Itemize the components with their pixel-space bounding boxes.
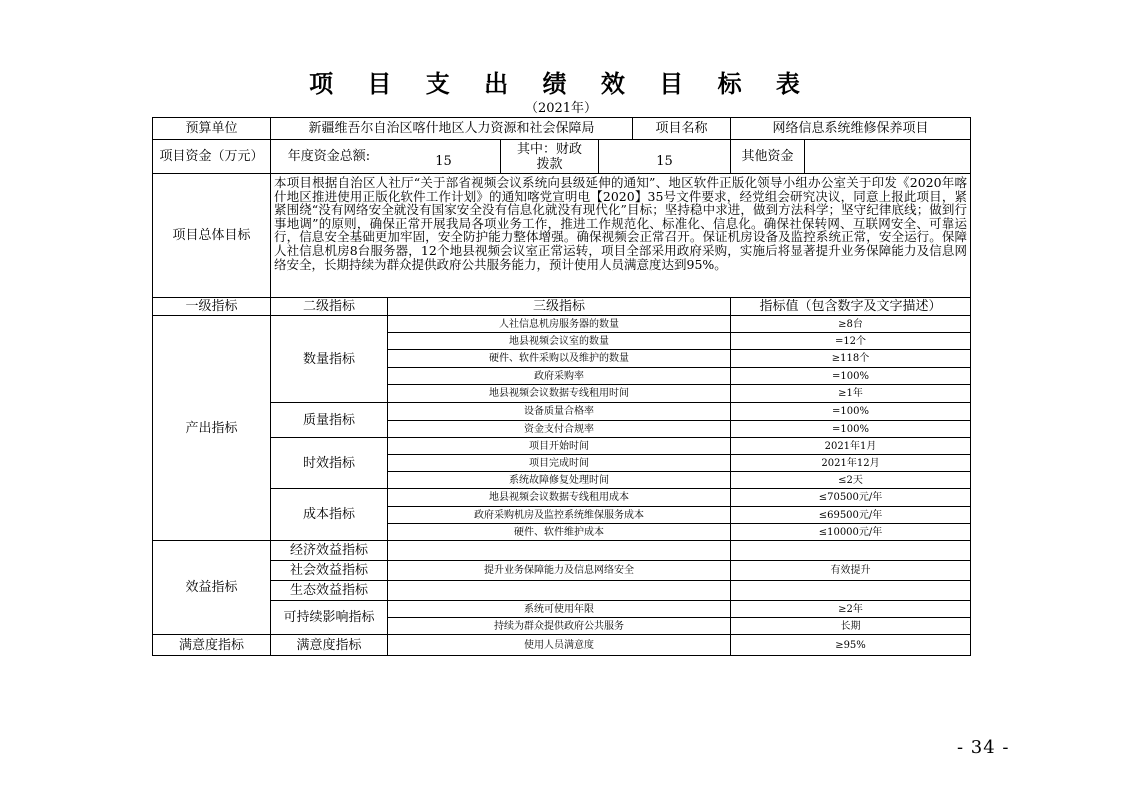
col-header-level1: 一级指标 (153, 297, 270, 315)
other-funds-label: 其他资金 (730, 139, 804, 173)
table-row-indicator: 政府采购机房及监控系统维保服务成本 (387, 506, 730, 523)
project-name-label: 项目名称 (632, 118, 730, 139)
funds-label: 项目资金（万元） (153, 139, 270, 173)
table-row-indicator: 地县视频会议数据专线租用成本 (387, 488, 730, 506)
overall-goal-text: 本项目根据自治区人社厅“关于部省视频会议系统向县级延伸的通知”、地区软件正版化领导小组办公室关于印发《2020年喀什地区推进使用正版化软件工作计划》的通知喀党宣明电【2020】35号文件要求，经党组会研究决议，同意上报此项目，紧紧围绕“没有网络安全就没有国家安全没有信息化就没有现代化”目标；坚持稳中求进，做到方法科学；坚守纪律底线；做到行事地调”的原则，确保正常开展我局各项业务工作，推进工作规范化、标准化、信息化。确保社保转网、互联网安全、可靠运行，信息安全基础更加牢固，安全防护能力整体增强。确保视频会正常召开。保证机房设备及监控系统正常，安全运行。保障人社信息机房8台服务器，12个地县视频会议室正常运转，项目全部采用政府采购，实施后将显著提升业务保障能力及信息网络安全，长期持续为群众提供政府公共服务能力，预计使用人员满意度达到95%。 (270, 173, 970, 297)
table-row-value: 长期 (730, 617, 970, 634)
table-row-indicator: 项目开始时间 (387, 437, 730, 454)
level2-quantity: 数量指标 (270, 315, 387, 402)
table-row-value: ≤70500元/年 (730, 488, 970, 506)
level2-social: 社会效益指标 (270, 560, 387, 580)
table-row-indicator: 硬件、软件采购以及维护的数量 (387, 349, 730, 367)
table-row-value: 2021年1月 (730, 437, 970, 454)
table-row-value: 2021年12月 (730, 454, 970, 471)
col-header-level2: 二级指标 (270, 297, 387, 315)
table-row-value: =100% (730, 402, 970, 420)
table-row-value: ≤69500元/年 (730, 506, 970, 523)
table-row-value: ≥118个 (730, 349, 970, 367)
performance-table (152, 117, 971, 656)
table-row-value (730, 540, 970, 560)
table-row-indicator: 持续为群众提供政府公共服务 (387, 617, 730, 634)
annual-total-label: 年度资金总额: (270, 139, 387, 173)
table-row-indicator: 系统故障修复处理时间 (387, 471, 730, 488)
table-row-value: =100% (730, 367, 970, 384)
table-row-indicator: 地县视频会议数据专线租用时间 (387, 384, 730, 402)
annual-total-value: 15 (387, 139, 500, 173)
level2-timeliness: 时效指标 (270, 437, 387, 488)
table-row-indicator (387, 540, 730, 560)
table-row-indicator: 提升业务保障能力及信息网络安全 (387, 560, 730, 580)
table-row-indicator: 项目完成时间 (387, 454, 730, 471)
fiscal-label: 其中：财政拨款 (500, 139, 598, 173)
table-row-value: ≥8台 (730, 315, 970, 332)
table-row-value: ≤10000元/年 (730, 523, 970, 540)
col-header-value: 指标值（包含数字及文字描述） (730, 297, 970, 315)
level2-satisfaction: 满意度指标 (270, 634, 387, 655)
table-row-value (730, 580, 970, 600)
level2-economic: 经济效益指标 (270, 540, 387, 560)
table-row-value: ≤2天 (730, 471, 970, 488)
level2-cost: 成本指标 (270, 488, 387, 540)
level2-sustainable: 可持续影响指标 (270, 600, 387, 634)
level2-quality: 质量指标 (270, 402, 387, 437)
table-row-value: ≥1年 (730, 384, 970, 402)
table-row-indicator: 资金支付合规率 (387, 420, 730, 437)
table-row-indicator: 硬件、软件维护成本 (387, 523, 730, 540)
table-row-indicator: 系统可使用年限 (387, 600, 730, 617)
page-number: - 34 - (957, 737, 1010, 758)
budget-unit-value: 新疆维吾尔自治区喀什地区人力资源和社会保障局 (270, 118, 632, 139)
table-row-value: ≥95% (730, 634, 970, 655)
table-row-indicator: 地县视频会议室的数量 (387, 332, 730, 349)
level2-ecological: 生态效益指标 (270, 580, 387, 600)
table-row-value: =12个 (730, 332, 970, 349)
table-row-indicator: 人社信息机房服务器的数量 (387, 315, 730, 332)
level1-satisfaction: 满意度指标 (153, 634, 270, 655)
project-name-value: 网络信息系统维修保养项目 (730, 118, 970, 139)
year-subtitle: （2021年） (524, 101, 598, 116)
table-row-indicator: 设备质量合格率 (387, 402, 730, 420)
overall-goal-label: 项目总体目标 (153, 173, 270, 297)
page-title: 项 目 支 出 绩 效 目 标 表 (309, 69, 813, 98)
budget-unit-label: 预算单位 (185, 121, 238, 136)
col-header-level3: 三级指标 (387, 297, 730, 315)
table-row-value: =100% (730, 420, 970, 437)
level1-output: 产出指标 (153, 315, 270, 540)
table-row-value: ≥2年 (730, 600, 970, 617)
table-row-indicator: 政府采购率 (387, 367, 730, 384)
table-row-indicator (387, 580, 730, 600)
table-row-value: 有效提升 (730, 560, 970, 580)
other-funds-value (804, 139, 970, 173)
table-row-indicator: 使用人员满意度 (387, 634, 730, 655)
fiscal-value: 15 (598, 139, 730, 173)
level1-benefit: 效益指标 (153, 540, 270, 634)
